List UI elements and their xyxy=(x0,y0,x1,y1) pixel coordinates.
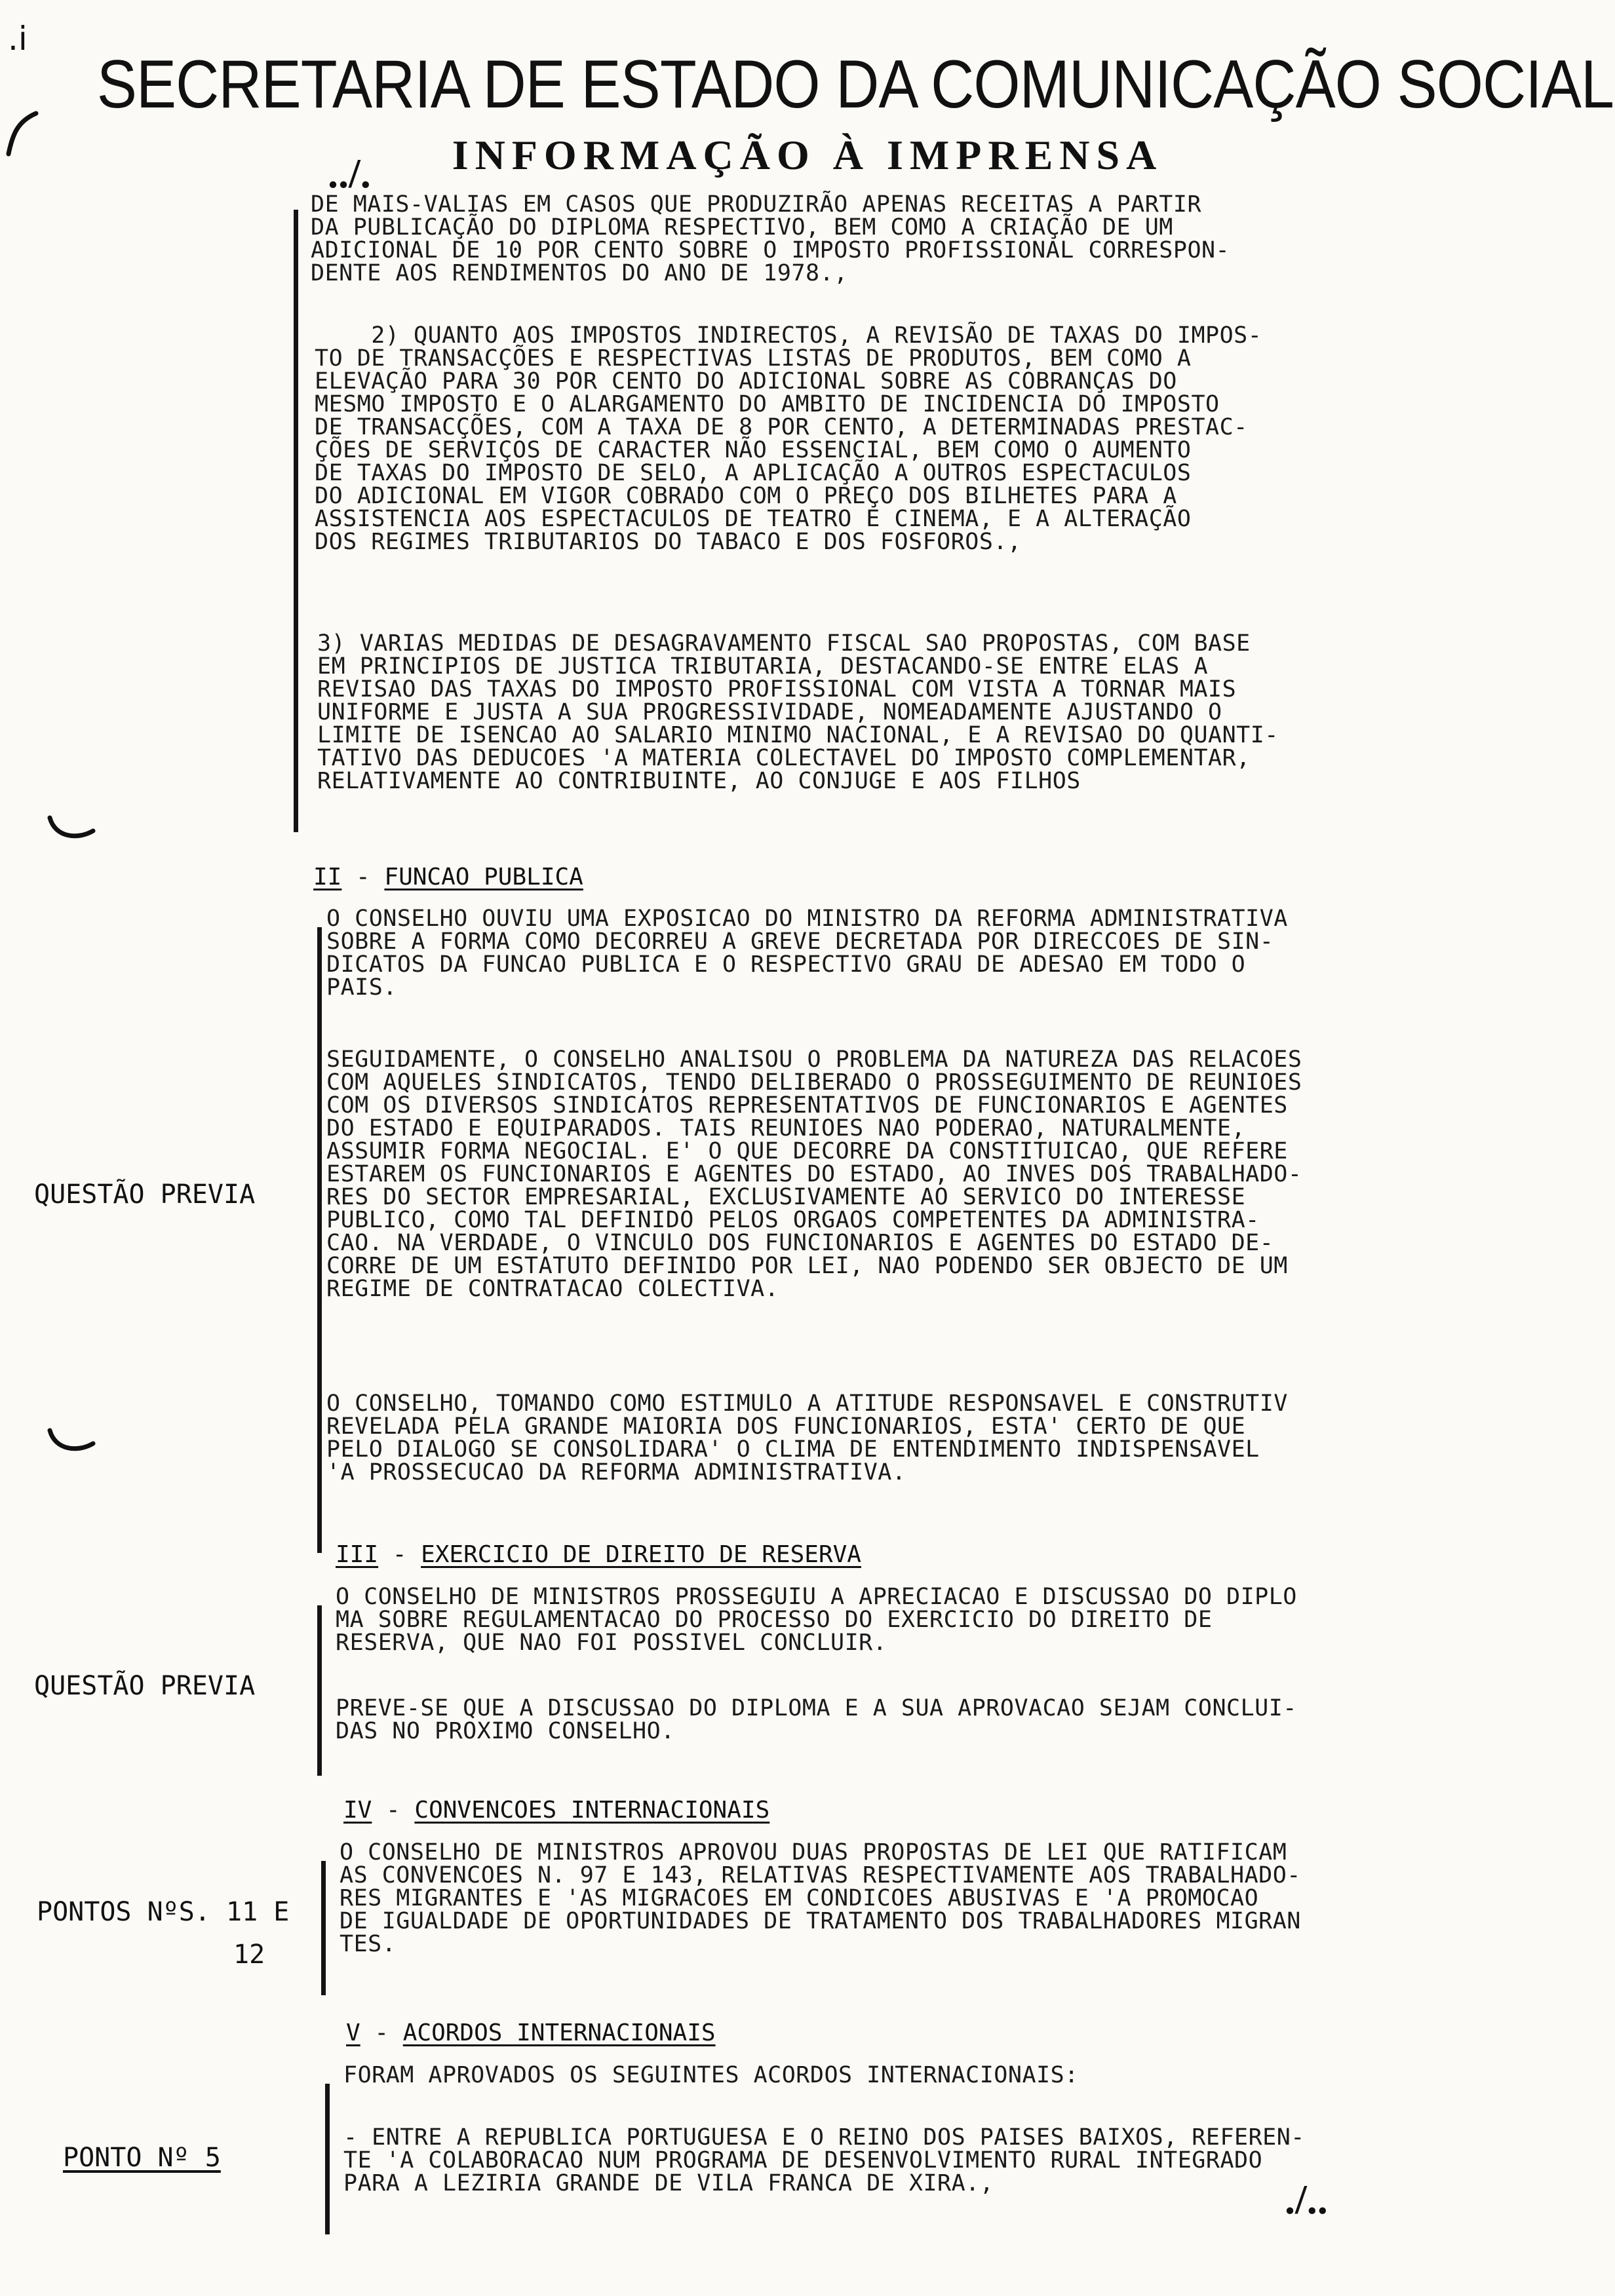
section-2-paragraph-3: O CONSELHO, TOMANDO COMO ESTIMULO A ATITUDE RESPONSAVEL E CONSTRUTIV REVELADA PELA GRANDE MAIORIA DOS FUNCIONARIOS, ESTA' CERTO DE QUE PELO DIALOGO SE CONSOLIDARA' O CLIMA DE ENTENDIMENTO INDISPENSAVEL 'A PROSSECUCAO DA REFORMA ADMINISTRATIVA. xyxy=(326,1390,1288,1485)
pencil-stroke-icon xyxy=(3,108,43,161)
section-heading-4: IV - CONVENCOES INTERNACIONAIS xyxy=(343,1797,770,1824)
section-numeral: II xyxy=(313,864,342,890)
margin-label: QUESTÃO PREVIA xyxy=(34,1179,256,1210)
margin-label: 12 xyxy=(233,1940,265,1970)
section-5-paragraph-2: - ENTRE A REPUBLICA PORTUGUESA E O REINO DOS PAISES BAIXOS, REFEREN- TE 'A COLABORACAO NUM PROGRAMA DE DESENVOLVIMENTO RURAL INTEGRADO PARA A LEZIRIA GRANDE DE VILA FRANCA DE XIRA., xyxy=(343,2124,1305,2196)
section-title: CONVENCOES INTERNACIONAIS xyxy=(414,1797,770,1824)
section-2-paragraph-1: O CONSELHO OUVIU UMA EXPOSICAO DO MINISTRO DA REFORMA ADMINISTRATIVA SOBRE A FORMA COMO DECORREU A GREVE DECRETADA POR DIRECCOES DE SIN- DICATOS DA FUNCAO PUBLICA E O RESPECTIVO GRAU DE ADESAO EM TODO O PAIS. xyxy=(326,906,1288,1001)
section-numeral: V xyxy=(346,2019,360,2046)
item-2-paragraph: 2) QUANTO AOS IMPOSTOS INDIRECTOS, A REVISÃO DE TAXAS DO IMPOS- TO DE TRANSACÇÕES E RESPECTIVAS LISTAS DE PRODUTOS, BEM COMO A ELEVAÇÃO PARA 30 POR CENTO DO ADICIONAL SOBRE AS COBRANÇAS DO MESMO IMPOSTO E O ALARGAMENTO DO AMBITO DE INCIDENCIA DO IMPOSTO DE TRANSACÇÕES, COM A TAXA DE 8 POR CENTO, A DETERMINADAS PRESTAC- ÇÕES DE SERVIÇOS DE CARACTER NÃO ESSENCIAL, BEM COMO O AUMENTO DE TAXAS DO IMPOSTO DE SELO, A APLICAÇÃO A OUTROS ESPECTACULOS DO ADICIONAL EM VIGOR COBRADO COM O PREÇO DOS BILHETES PARA A ASSISTENCIA AOS ESPECTACULOS DE TEATRO E CINEMA, E A ALTERAÇÃO DOS REGIMES TRIBUTARIOS DO TABACO E DOS FOSFOROS., xyxy=(315,322,1262,555)
margin-bracket xyxy=(325,2084,330,2234)
section-4-paragraph-1: O CONSELHO DE MINISTROS APROVOU DUAS PROPOSTAS DE LEI QUE RATIFICAM AS CONVENCOES N. 97 E 143, RELATIVAS RESPECTIVAMENTE AOS TRABALHADO- RES MIGRANTES E 'AS MIGRACOES EM CONDICOES ABUSIVAS E 'A PROMOCAO DE IGUALDADE DE OPORTUNIDADES DE TRATAMENTO DOS TRABALHADORES MIGRAN TES. xyxy=(340,1839,1301,1957)
section-heading-5: V - ACORDOS INTERNACIONAIS xyxy=(346,2019,716,2046)
section-numeral: III xyxy=(336,1541,379,1568)
section-2-paragraph-2: SEGUIDAMENTE, O CONSELHO ANALISOU O PROBLEMA DA NATUREZA DAS RELACOES COM AQUELES SINDICATOS, TENDO DELIBERADO O PROSSEGUIMENTO DE REUNIOES COM OS DIVERSOS SINDICATOS REPRESENTATIVOS DE FUNCIONARIOS E AGENTES DO ESTADO E EQUIPARADOS. TAIS REUNIOES NAO PODERAO, NATURALMENTE, ASSUMIR FORMA NEGOCIAL. E' O QUE DECORRE DA CONSTITUICAO, QUE REFERE ESTAREM OS FUNCIONARIOS E AGENTES DO ESTADO, AO INVES DOS TRABALHADO- RES DO SECTOR EMPRESARIAL, EXCLUSIVAMENTE AO SERVICO DO INTERESSE PUBLICO, COMO TAL DEFINIDO PELOS ORGAOS COMPETENTES DA ADMINISTRA- CAO. NA VERDADE, O VINCULO DOS FUNCIONARIOS E AGENTES DO ESTADO DE- CORRE DE UM ESTATUTO DEFINIDO POR LEI, NAO PODENDO SER OBJECTO DE UM REGIME DE CONTRATACAO COLECTIVA. xyxy=(326,1046,1302,1302)
section-3-paragraph-1: O CONSELHO DE MINISTROS PROSSEGUIU A APRECIACAO E DISCUSSAO DO DIPLO MA SOBRE REGULAMENTACAO DO PROCESSO DO EXERCICIO DO DIREITO DE RESERVA, QUE NAO FOI POSSIVEL CONCLUIR. xyxy=(336,1584,1297,1656)
section-heading-2: II - FUNCAO PUBLICA xyxy=(313,864,583,890)
page-title: SECRETARIA DE ESTADO DA COMUNICAÇÃO SOCIAL xyxy=(96,47,1614,123)
margin-bracket xyxy=(317,1605,322,1776)
item-3-paragraph: 3) VARIAS MEDIDAS DE DESAGRAVAMENTO FISCAL SAO PROPOSTAS, COM BASE EM PRINCIPIOS DE JUSTICA TRIBUTARIA, DESTACANDO-SE ENTRE ELAS A REVISAO DAS TAXAS DO IMPOSTO PROFISSIONAL COM VISTA A TORNAR MAIS UNIFORME E JUSTA A SUA PROGRESSIVIDADE, NOMEADAMENTE AJUSTANDO O LIMITE DE ISENCAO AO SALARIO MINIMO NACIONAL, E A REVISAO DO QUANTI- TATIVO DAS DEDUCOES 'A MATERIA COLECTAVEL DO IMPOSTO COMPLEMENTAR, RELATIVAMENTE AO CONTRIBUINTE, AO CONJUGE E AOS FILHOS xyxy=(317,630,1279,794)
continued-to-mark: ./.. xyxy=(1285,2176,1328,2223)
section-title: EXERCICIO DE DIREITO DE RESERVA xyxy=(421,1541,861,1568)
section-5-paragraph-1: FORAM APROVADOS OS SEGUINTES ACORDOS INTERNACIONAIS: xyxy=(343,2062,1079,2088)
page-subtitle: INFORMAÇÃO À IMPRENSA xyxy=(452,132,1163,178)
section-numeral: IV xyxy=(343,1797,372,1824)
margin-label: QUESTÃO PREVIA xyxy=(34,1671,256,1701)
section-title: ACORDOS INTERNACIONAIS xyxy=(402,2019,716,2046)
section-title: FUNCAO PUBLICA xyxy=(384,864,583,890)
margin-bracket xyxy=(321,1861,326,1995)
intro-paragraph: DE MAIS-VALIAS EM CASOS QUE PRODUZIRÃO APENAS RECEITAS A PARTIR DA PUBLICAÇÃO DO DIPLOMA RESPECTIVO, BEM COMO A CRIAÇÃO DE UM ADICIONAL DE 10 POR CENTO SOBRE O IMPOSTO PROFISSIONAL CORRESPON- DENTE AOS RENDIMENTOS DO ANO DE 1978., xyxy=(311,191,1230,286)
margin-label: PONTOS NºS. 11 E xyxy=(37,1897,290,1927)
margin-bracket xyxy=(317,927,322,1553)
margin-label: PONTO Nº 5 xyxy=(63,2143,221,2173)
section-3-paragraph-2: PREVE-SE QUE A DISCUSSAO DO DIPLOMA E A SUA APROVACAO SEJAM CONCLUI- DAS NO PROXIMO CONSELHO. xyxy=(336,1695,1297,1744)
continued-from-mark: ../. xyxy=(328,150,371,197)
margin-tick-icon xyxy=(46,1425,98,1458)
pencil-mark-icon: .i xyxy=(8,20,28,58)
section-heading-3: III - EXERCICIO DE DIREITO DE RESERVA xyxy=(336,1541,861,1568)
margin-tick-icon xyxy=(46,813,98,845)
margin-bracket xyxy=(294,210,298,832)
